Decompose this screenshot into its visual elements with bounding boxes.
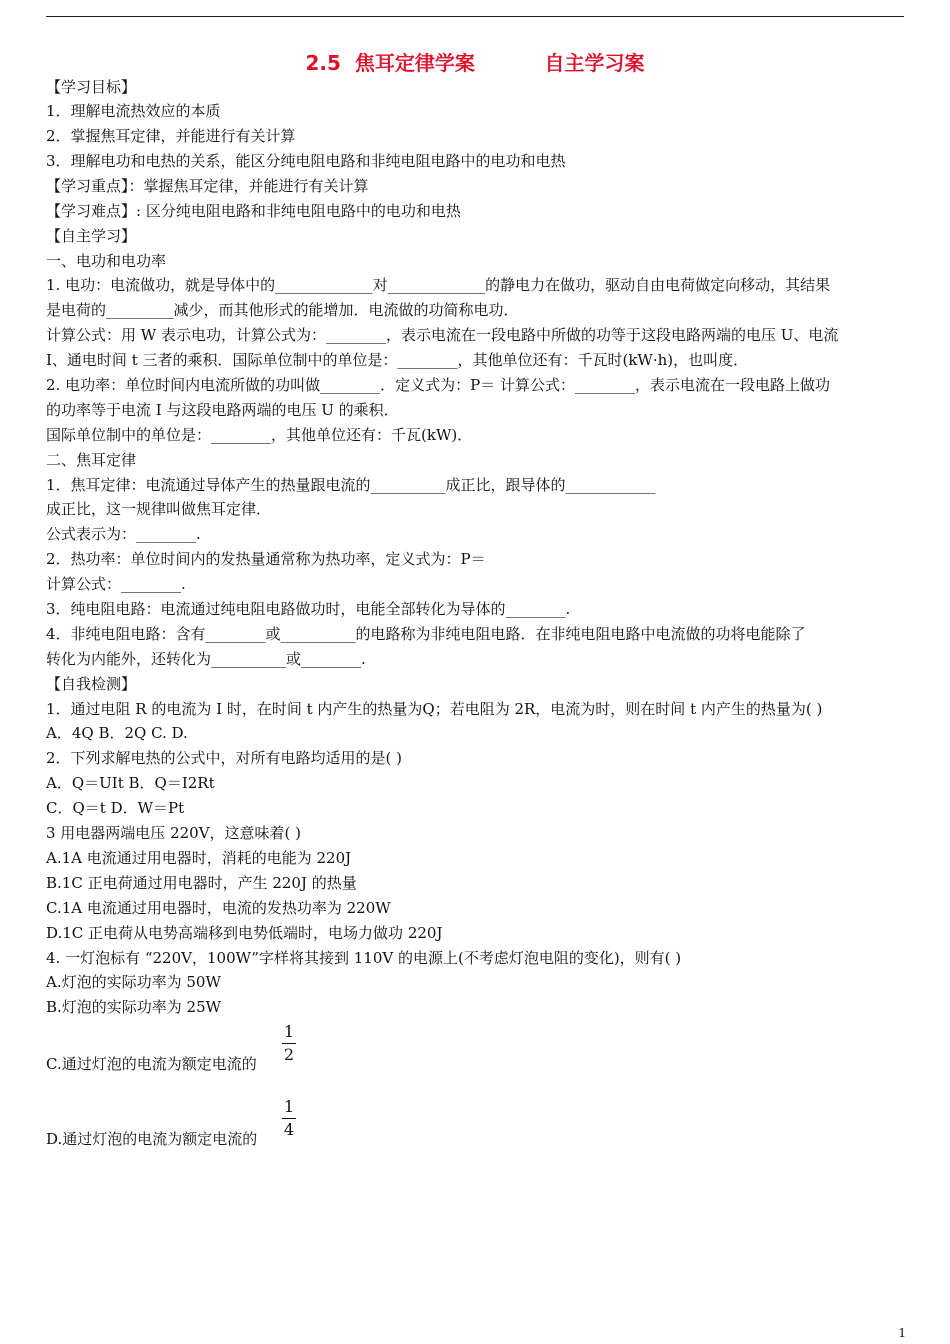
text-line: 2. 电功率：单位时间内电流所做的功叫做________．定义式为：P＝ 计算公式：________，表示电流在一段电路上做功: [46, 376, 830, 394]
fraction-denominator: 2: [283, 1045, 295, 1064]
text-line: 2．掌握焦耳定律，并能进行有关计算: [46, 127, 296, 145]
text-line: 【自主学习】: [46, 227, 137, 245]
text-line: A.1A 电流通过用电器时，消耗的电能为 220J: [46, 849, 352, 867]
text-line: 1．焦耳定律：电流通过导体产生的热量跟电流的__________成正比，跟导体的____________: [46, 476, 656, 494]
text-line: 国际单位制中的单位是：________，其他单位还有：千瓦(kW)．: [46, 426, 473, 444]
text-line: 公式表示为：________.: [46, 525, 201, 543]
text-line: 成正比，这一规律叫做焦耳定律．: [46, 500, 272, 518]
text-line: 3．理解电功和电热的关系，能区分纯电阻电路和非纯电阻电路中的电功和电热: [46, 152, 566, 170]
text-line: B.灯泡的实际功率为 25W: [46, 998, 222, 1016]
text-line: 【学习难点】: 区分纯电阻电路和非纯电阻电路中的电功和电热: [46, 202, 461, 220]
text-line: 4. 一灯泡标有 “220V，100W”字样将其接到 110V 的电源上(不考虑灯泡电阻的变化)，则有( ): [46, 949, 682, 967]
text-line: A．4Q B．2Q C. D.: [46, 724, 188, 742]
text-line: C.1A 电流通过用电器时，电流的发热功率为 220W: [46, 899, 391, 917]
text-line: 1. 电功：电流做功，就是导体中的_____________对_____________的静电力在做功，驱动自由电荷做定向移动，其结果: [46, 276, 831, 294]
text-line: 转化为内能外，还转化为__________或________.: [46, 650, 366, 668]
text-line: 计算公式：用 W 表示电功，计算公式为：________，表示电流在一段电路中所做的功等于这段电路两端的电压 U、电流: [46, 326, 839, 344]
text-line: 的功率等于电流 I 与这段电路两端的电压 U 的乘积．: [46, 401, 399, 419]
fraction-one-half: [281, 1023, 297, 1064]
text-line: 1．通过电阻 R 的电流为 I 时，在时间 t 内产生的热量为Q；若电阻为 2R，电流为时，则在时间 t 内产生的热量为( ): [46, 700, 823, 718]
text-line: 是电荷的_________减少，而其他形式的能增加．电流做的功简称电功．: [46, 301, 519, 319]
option-c-text: C.通过灯泡的电流为额定电流的: [46, 1055, 257, 1073]
text-line: 2．热功率：单位时间内的发热量通常称为热功率，定义式为：P＝: [46, 550, 486, 568]
fraction-bar: [282, 1043, 296, 1044]
text-line: D.1C 正电荷从电势高端移到电势低端时，电场力做功 220J: [46, 924, 443, 942]
text-line: 【学习目标】: [46, 78, 137, 96]
text-line: 4．非纯电阻电路：含有________或__________的电路称为非纯电阻电路．在非纯电阻电路中电流做的功将电能除了: [46, 625, 806, 643]
text-line: C．Q＝t D．W＝Pt: [46, 799, 185, 817]
text-line: 计算公式：________.: [46, 575, 186, 593]
page-title: 2.5 焦耳定律学案 自主学习案: [305, 51, 645, 75]
fraction-numerator: 1: [283, 1097, 295, 1116]
text-line: I、通电时间 t 三者的乘积．国际单位制中的单位是：________，其他单位还有：千瓦时(kW·h)，也叫度．: [46, 351, 749, 369]
text-line: A.灯泡的实际功率为 50W: [46, 973, 221, 991]
fraction-one-quarter: [281, 1098, 297, 1139]
page-number: 1: [898, 1326, 906, 1340]
text-line: 3 用电器两端电压 220V，这意味着( ): [46, 824, 302, 842]
text-line: 【学习重点】：掌握焦耳定律，并能进行有关计算: [46, 177, 369, 195]
option-d-text: D.通过灯泡的电流为额定电流的: [46, 1130, 258, 1148]
text-line: 二、焦耳定律: [46, 451, 137, 469]
text-line: 3．纯电阻电路：电流通过纯电阻电路做功时，电能全部转化为导体的________.: [46, 600, 571, 618]
text-line: 【自我检测】: [46, 675, 137, 693]
header-rule: [46, 16, 904, 17]
text-line: A．Q＝UIt B．Q＝I2Rt: [46, 774, 215, 792]
fraction-numerator: 1: [283, 1022, 295, 1041]
text-line: 一、电功和电功率: [46, 252, 167, 270]
text-line: B.1C 正电荷通过用电器时，产生 220J 的热量: [46, 874, 357, 892]
text-line: 2．下列求解电热的公式中，对所有电路均适用的是( ): [46, 749, 403, 767]
text-line: 1．理解电流热效应的本质: [46, 102, 221, 120]
fraction-denominator: 4: [283, 1120, 295, 1139]
fraction-bar: [282, 1118, 296, 1119]
